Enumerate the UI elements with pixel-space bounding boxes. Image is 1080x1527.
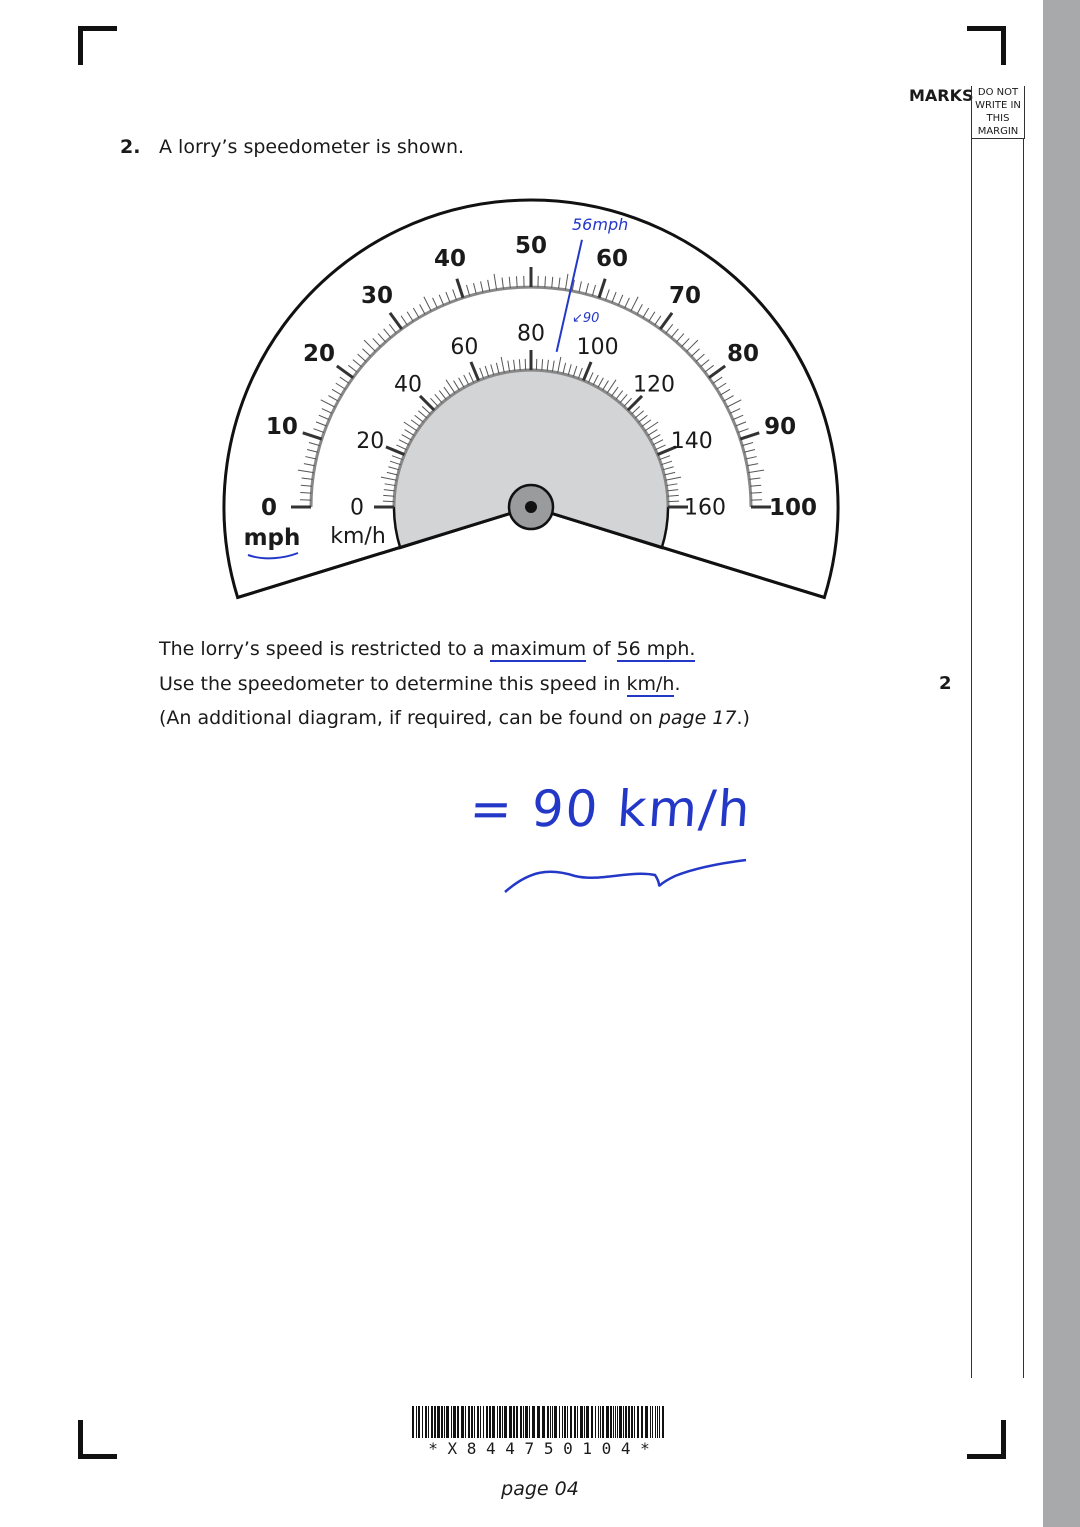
- barcode-bar: [471, 1406, 473, 1438]
- barcode-bar: [457, 1406, 459, 1438]
- mph-scale-label: 60: [595, 245, 628, 272]
- mph-scale-label: 80: [726, 341, 759, 368]
- barcode-bar: [547, 1406, 549, 1438]
- barcode-bar: [550, 1406, 551, 1438]
- margin-text: MARGIN: [977, 126, 1019, 137]
- barcode-bar: [617, 1406, 618, 1438]
- text: of: [586, 638, 617, 660]
- barcode-bar: [451, 1406, 452, 1438]
- question-intro: A lorry’s speedometer is shown.: [159, 136, 465, 158]
- mph-scale-tick: [545, 276, 546, 287]
- barcode-bar: [529, 1406, 530, 1438]
- handwritten-answer: = 90 km/h: [467, 780, 754, 838]
- barcode-bar: [497, 1406, 498, 1438]
- barcode-bar: [461, 1406, 464, 1438]
- barcode-bar: [520, 1406, 522, 1438]
- barcode-bar: [662, 1406, 664, 1438]
- kmh-scale-label: 100: [576, 334, 619, 360]
- kmh-scale-label: 120: [633, 372, 676, 398]
- barcode-bar: [504, 1406, 507, 1438]
- hub-center: [525, 501, 537, 513]
- mph-scale-label: 0: [260, 495, 278, 522]
- marks-value: 2: [939, 673, 952, 694]
- marks-header: MARKS: [909, 86, 974, 105]
- barcode-bar: [562, 1406, 563, 1438]
- barcode-bar: [577, 1406, 578, 1438]
- speedometer-diagram: [0, 0, 1040, 620]
- mph-scale-label: 40: [434, 245, 467, 272]
- barcode-bar: [532, 1406, 535, 1438]
- kmh-scale-label: 0: [350, 495, 364, 521]
- barcode-bar: [492, 1406, 495, 1438]
- barcode-bar: [477, 1406, 479, 1438]
- mph-scale-label: 20: [303, 341, 336, 368]
- text: (An additional diagram, if required, can be found on: [159, 707, 659, 729]
- crop-mark-bottom-left: [78, 1420, 117, 1459]
- barcode-bar: [509, 1406, 512, 1438]
- barcode-bar: [641, 1406, 643, 1438]
- barcode-bar: [586, 1406, 589, 1438]
- handwritten-90-label: ↙90: [572, 311, 600, 326]
- barcode-text: * X 8 4 4 7 5 0 1 0 4 *: [428, 1439, 650, 1458]
- barcode-bar: [584, 1406, 585, 1438]
- kmh-scale-label: 80: [517, 321, 545, 347]
- underlined-maximum: maximum: [490, 638, 587, 660]
- barcode-bar: [655, 1406, 656, 1438]
- question-line-2: [159, 673, 681, 695]
- mph-scale-label: 50: [514, 233, 548, 260]
- kmh-scale-label: 160: [684, 495, 726, 521]
- text: .): [736, 707, 750, 729]
- margin-text: THIS: [986, 113, 1010, 124]
- mph-scale-label: 10: [265, 414, 298, 441]
- barcode-bar: [591, 1406, 593, 1438]
- barcode-bar: [650, 1406, 651, 1438]
- barcode-bar: [431, 1406, 433, 1438]
- barcode-bar: [625, 1406, 627, 1438]
- barcode-bar: [574, 1406, 576, 1438]
- barcode-bar: [552, 1406, 553, 1438]
- barcode-bar: [623, 1406, 624, 1438]
- barcode-bar: [486, 1406, 488, 1438]
- question-line-1: [159, 638, 695, 660]
- barcode-bar: [453, 1406, 456, 1438]
- barcode-bar: [631, 1406, 633, 1438]
- page-reference: page 17: [658, 707, 737, 729]
- barcode-bar: [567, 1406, 568, 1438]
- barcode-bar: [537, 1406, 540, 1438]
- handwritten-56mph-label: 56mph: [572, 215, 629, 234]
- mph-unit-label: mph: [243, 525, 301, 551]
- mph-scale-label: 90: [764, 414, 797, 441]
- barcode-bar: [637, 1406, 639, 1438]
- page-number: page 04: [501, 1478, 579, 1500]
- barcode-bar: [418, 1406, 420, 1438]
- barcode-bar: [480, 1406, 481, 1438]
- barcode-bar: [606, 1406, 609, 1438]
- barcode-bar: [570, 1406, 572, 1438]
- barcode-bar: [422, 1406, 423, 1438]
- barcode-bar: [468, 1406, 470, 1438]
- text: The lorry’s speed is restricted to a: [159, 638, 491, 660]
- barcode-bar: [437, 1406, 440, 1438]
- underlined-kmh: km/h: [626, 673, 675, 695]
- barcode-bar: [446, 1406, 449, 1438]
- handwritten-underline-squiggle: [500, 850, 760, 900]
- barcode-bar: [502, 1406, 503, 1438]
- barcode-bar: [516, 1406, 518, 1438]
- barcode-bar: [659, 1406, 660, 1438]
- barcode-bar: [559, 1406, 560, 1438]
- barcode-bar: [513, 1406, 515, 1438]
- barcode-bar: [474, 1406, 475, 1438]
- barcode-bar: [610, 1406, 612, 1438]
- barcode-bar: [619, 1406, 622, 1438]
- question-number: 2.: [120, 136, 141, 158]
- underlined-56mph: 56 mph.: [616, 638, 696, 660]
- mph-scale-label: 100: [768, 495, 818, 522]
- text: Use the speedometer to determine this speed in: [159, 673, 627, 695]
- barcode-bar: [412, 1406, 414, 1438]
- barcode-bar: [652, 1406, 653, 1438]
- barcode-bar: [602, 1406, 604, 1438]
- margin-text: WRITE IN: [975, 100, 1021, 111]
- barcode-bar: [634, 1406, 635, 1438]
- barcode-bar: [564, 1406, 566, 1438]
- question-line-3: [159, 707, 750, 729]
- barcode-bar: [628, 1406, 630, 1438]
- margin-text: DO NOT: [977, 87, 1019, 98]
- barcode-bar: [434, 1406, 436, 1438]
- barcode-bar: [465, 1406, 466, 1438]
- barcode-bar: [525, 1406, 528, 1438]
- speedometer-dial: [224, 200, 838, 597]
- barcode-bar: [554, 1406, 557, 1438]
- page-edge-band: [1043, 0, 1080, 1527]
- crop-mark-bottom-right: [967, 1420, 1006, 1459]
- barcode-bar: [416, 1406, 417, 1438]
- barcode-bar: [598, 1406, 599, 1438]
- mph-scale-label: 70: [668, 283, 702, 310]
- mph-scale-tick: [516, 276, 517, 287]
- barcode-bar: [444, 1406, 445, 1438]
- barcode-bar: [489, 1406, 491, 1438]
- barcode-bar: [613, 1406, 614, 1438]
- barcode-bar: [645, 1406, 648, 1438]
- barcode-bar: [499, 1406, 501, 1438]
- barcode-bar: [657, 1406, 658, 1438]
- barcode-bar: [441, 1406, 443, 1438]
- kmh-scale-label: 60: [450, 334, 479, 360]
- kmh-unit-label: km/h: [330, 524, 386, 549]
- barcode-bar: [542, 1406, 545, 1438]
- kmh-scale-label: 20: [356, 429, 385, 455]
- kmh-scale-label: 40: [393, 372, 422, 398]
- barcode-bar: [580, 1406, 583, 1438]
- barcode-bar: [483, 1406, 484, 1438]
- text: .: [674, 673, 681, 695]
- mph-scale-label: 30: [360, 283, 394, 310]
- barcode-bar: [595, 1406, 596, 1438]
- mph-scale-tick: [300, 492, 311, 493]
- kmh-scale-label: 140: [670, 429, 713, 455]
- barcode-bar: [425, 1406, 427, 1438]
- barcode-bar: [600, 1406, 601, 1438]
- mph-scale-tick: [751, 492, 762, 493]
- barcode-bar: [428, 1406, 429, 1438]
- barcode-bar: [523, 1406, 524, 1438]
- barcode: [412, 1406, 666, 1438]
- barcode-bar: [615, 1406, 616, 1438]
